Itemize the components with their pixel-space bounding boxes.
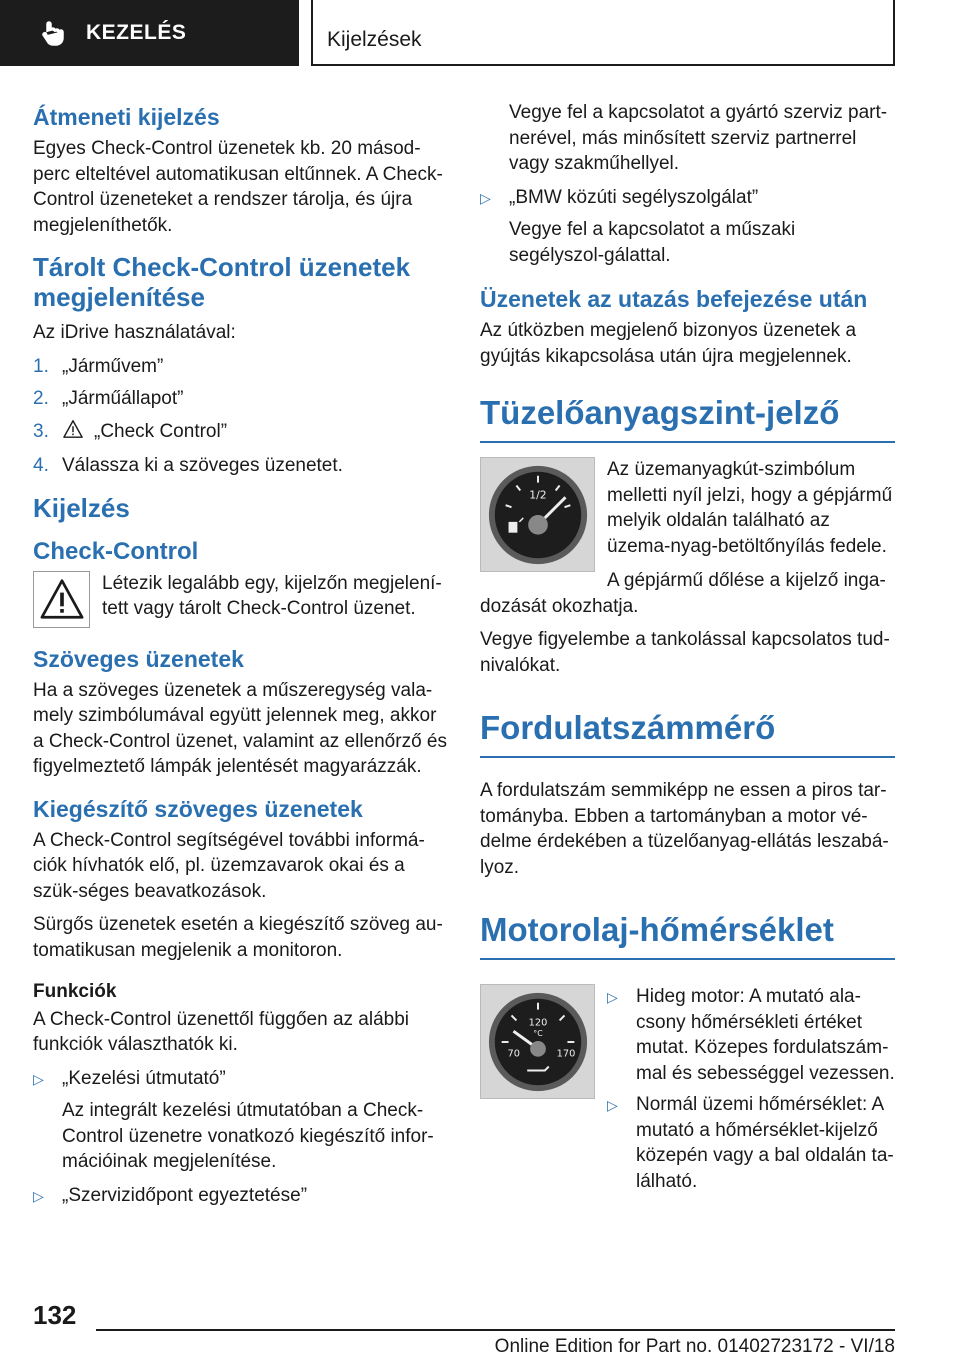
oil-gauge-unit-label: °C <box>532 1028 543 1038</box>
para-functions: A Check-Control üzenettől függően az alábbi funkciók választhatók ki. <box>33 1008 410 1055</box>
chapter-label: Kijelzések <box>327 28 422 51</box>
oil-gauge-mid-label: 120 <box>528 1016 547 1028</box>
oil-temp-block <box>480 984 895 1204</box>
para-idrive: Az iDrive használatával: <box>33 322 236 343</box>
heading-fuel-gauge: Tüzelőanyagszint-jelző <box>480 393 895 443</box>
step-item <box>33 453 449 479</box>
function-item <box>33 1066 449 1093</box>
function-description: Vegye fel a kapcsolatot a műszaki segélyszol-gálattal. <box>509 219 796 266</box>
section-label: KEZELÉS <box>86 21 187 44</box>
para-temporary: Egyes Check-Control üzenetek kb. 20 másod-perc elteltével automatikusan eltűnnek. A Check-Control üzeneteket a rendszer tárolja, és újra megjeleníthetők. <box>33 138 443 236</box>
para-text-messages: Ha a szöveges üzenetek a műszeregység vala-mely szimbólumával együtt jelennek meg, akkor a Check-Control üzenet, valamint az ellenőrző és figyelmeztető lámpák jelentését magyarázzák. <box>33 679 447 777</box>
function-list <box>480 185 895 212</box>
function-list <box>33 1066 449 1093</box>
function-description: Vegye fel a kapcsolatot a gyártó szerviz part-nerével, más minősített szerviz partnerrel vagy szakműhellyel. <box>509 102 888 174</box>
warning-triangle-icon <box>62 419 86 447</box>
check-control-block <box>33 571 449 630</box>
oil-temp-gauge-image <box>480 984 595 1099</box>
function-list <box>33 1183 449 1210</box>
step-number: 3. <box>33 420 49 442</box>
fuel-gauge-half-label: 1/2 <box>528 487 547 501</box>
heading-oil-temp: Motorolaj-hőmérséklet <box>480 910 895 960</box>
step-number: 1. <box>33 355 49 377</box>
step-item <box>33 419 449 447</box>
function-description: Az integrált kezelési útmutatóban a Check-Control üzenetre vonatkozó kiegészítő infor-mációinak megjelenítése. <box>62 1100 434 1172</box>
step-number: 2. <box>33 388 49 409</box>
para-fuel-3: Vegye figyelembe a tankolással kapcsolatos tud-nivalókat. <box>480 629 890 676</box>
heading-text-messages: Szöveges üzenetek <box>33 645 244 672</box>
triangle-bullet-icon: ▷ <box>607 1097 618 1113</box>
oil-gauge-low-label: 70 <box>507 1048 520 1060</box>
step-number: 4. <box>33 455 49 476</box>
function-item <box>480 185 895 212</box>
step-text: Válassza ki a szöveges üzenetet. <box>62 455 343 476</box>
para-fuel-2: A gépjármű dőlése a kijelző inga-dozását okozhatja. <box>480 570 886 617</box>
step-list <box>33 354 449 479</box>
step-item <box>33 386 449 412</box>
para-rpm: A fordulatszám semmiképp ne essen a piros tar-tományba. Ebben a tartományban a motor vé-delme érdekében a tüzelőanyag-ellátás leszabá-lyoz. <box>480 780 889 878</box>
section-tab <box>0 0 299 66</box>
function-label: „BMW közúti segélyszolgálat” <box>509 186 759 208</box>
fuel-gauge-block <box>480 457 895 572</box>
function-item <box>33 1183 449 1210</box>
step-text: „Check Control” <box>94 420 228 442</box>
oil-temp-item <box>607 984 895 1086</box>
step-text: „Járműállapot” <box>62 388 184 409</box>
footer-divider <box>96 1329 895 1331</box>
hand-pointer-icon <box>40 20 66 46</box>
heading-display: Kijelzés <box>33 492 130 523</box>
warning-triangle-icon <box>33 571 90 628</box>
para-extra-2: Sürgős üzenetek esetén a kiegészítő szöveg au-tomatikusan megjelenik a monitoron. <box>33 914 443 961</box>
triangle-bullet-icon: ▷ <box>480 189 491 206</box>
right-column <box>480 100 895 1204</box>
triangle-bullet-icon: ▷ <box>33 1187 44 1204</box>
oil-temp-text: Hideg motor: A mutató ala-csony hőmérsékleti értéket mutat. Közepes fordulatszám-mal és sebességgel vezessen. <box>636 986 895 1084</box>
heading-stored-messages: Tárolt Check-Control üzenetek megjelenítése <box>33 252 411 312</box>
heading-temporary-display: Átmeneti kijelzés <box>33 104 220 130</box>
heading-rpm: Fordulatszámmérő <box>480 708 895 758</box>
triangle-bullet-icon: ▷ <box>33 1070 44 1087</box>
left-column <box>33 98 449 1215</box>
triangle-bullet-icon: ▷ <box>607 989 618 1005</box>
fuel-gauge-image <box>480 457 595 572</box>
para-extra-1: A Check-Control segítségével további informá-ciók hívhatók elő, pl. üzemzavarok okai és a szük-séges beavatkozások. <box>33 829 425 902</box>
heading-extra-messages: Kiegészítő szöveges üzenetek <box>33 795 363 822</box>
edition-text: Online Edition for Part no. 01402723172 - VI/18 <box>494 1336 895 1357</box>
heading-functions: Funkciók <box>33 981 117 1002</box>
para-fuel-1: Az üzemanyagkút-szimbólum melletti nyíl jelzi, hogy a gépjármű melyik oldalán található az üzema-nyag-betöltőnyílás fedele. <box>607 459 893 557</box>
oil-gauge-high-label: 170 <box>556 1048 575 1060</box>
para-check-control: Létezik legalább egy, kijelzőn megjelení-tett vagy tárolt Check-Control üzenet. <box>102 572 442 619</box>
step-text: „Járművem” <box>62 355 164 377</box>
para-after-trip: Az útközben megjelenő bizonyos üzenetek a gyújtás kikapcsolása után újra megjelennek. <box>480 320 857 367</box>
function-label: „Kezelési útmutató” <box>62 1067 226 1089</box>
oil-temp-list <box>607 984 895 1200</box>
chapter-header <box>311 0 895 66</box>
function-label: „Szervizidőpont egyeztetése” <box>62 1184 308 1206</box>
step-item <box>33 354 449 380</box>
oil-temp-item <box>607 1092 895 1194</box>
oil-temp-text: Normál üzemi hőmérséklet: A mutató a hőmérséklet-kijelző közepén vagy a bal oldalán ta-lálható. <box>636 1094 894 1192</box>
heading-check-control: Check-Control <box>33 537 199 565</box>
heading-after-trip: Üzenetek az utazás befejezése után <box>480 286 868 312</box>
page-number: 132 <box>33 1300 77 1330</box>
